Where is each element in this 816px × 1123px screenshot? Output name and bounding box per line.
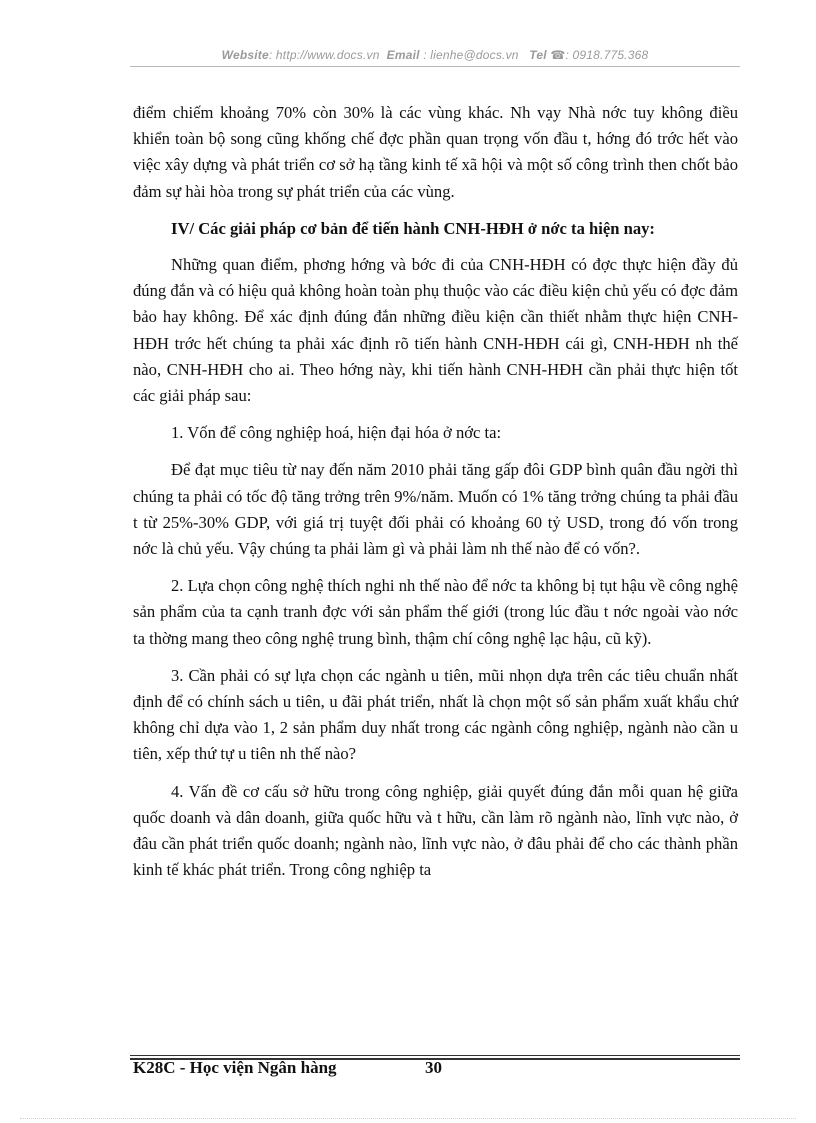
website-label: Website [221,48,269,62]
paragraph-6: 3. Cần phải có sự lựa chọn các ngành u tiên, mũi nhọn dựa trên các tiêu chuẩn nhất định để có chính sách u tiên, u đãi phát triển, nhất là chọn một số sản phẩm xuất khẩu chứ không chỉ dựa vào 1, 2 sản phẩm duy nhất trong các ngành công nghiệp, ngành nào cần u tiên, xếp thứ tự u tiên nh thế nào? [133,665,738,764]
page-footer [133,1058,442,1078]
page-number: 30 [425,1058,442,1077]
page-bottom-border [20,1118,796,1119]
tel-label: Tel [529,48,547,62]
paragraph-7: 4. Vấn đề cơ cấu sở hữu trong công nghiệp, giải quyết đúng đắn mỗi quan hệ giữa quốc doanh và dân doanh, giữa quốc hữu và t hữu, cần làm rõ ngành nào, lĩnh vực nào, ở đâu cần phát triển quốc doanh; ngành nào, lĩnh vực nào, ở đâu phải để cho các thành phần kinh tế khác phát triển. Trong công nghiệp ta [133,781,738,880]
phone-icon: ☎ [550,48,566,62]
paragraph-2: Những quan điểm, phơng hớng và bớc đi của CNH-HĐH có đợc thực hiện đầy đủ đúng đắn và có hiệu quả không hoàn toàn phụ thuộc vào các điều kiện chủ yếu có đợc đảm bảo hay không. Để xác định đúng đắn những điều kiện cần thiết nhằm thực hiện CNH-HĐH trớc hết chúng ta phải xác định rõ tiến hành CNH-HĐH cái gì, CNH-HĐH nh thế nào, CNH-HĐH cho ai. Theo hớng này, khi tiến hành CNH-HĐH cần phải thực hiện tốt các giải pháp sau: [133,255,738,406]
paragraph-5: 2. Lựa chọn công nghệ thích nghi nh thế nào để nớc ta không bị tụt hậu về công nghệ sản phẩm của ta cạnh tranh đợc với sản phẩm thế giới (trong lúc đầu t nớc ngoài vào nớc ta thờng mang theo công nghệ trung bình, thậm chí công nghệ lạc hậu, cũ kỹ). [133,576,738,648]
document-body [133,100,738,894]
footer-divider-thin [130,1055,740,1056]
footer-label: K28C - Học viện Ngân hàng [133,1058,337,1077]
page-header [130,48,740,62]
tel-value: : 0918.775.368 [565,48,649,62]
website-value: : http://www.docs.vn [268,48,380,62]
section-heading: IV/ Các giải pháp cơ bản để tiến hành CNH-HĐH ở nớc ta hiện nay: [171,218,655,238]
paragraph-1: điểm chiếm khoảng 70% còn 30% là các vùng khác. Nh vạy Nhà nớc tuy không điều khiển toàn bộ song cũng khống chế đợc phần quan trọng vốn đầu t, hớng đó trớc hết vào việc xây dựng và phát triển cơ sở hạ tầng kinh tế xã hội và một số công trình then chốt bảo đảm sự hài hòa trong sự phát triển của các vùng. [133,103,738,201]
header-divider [130,66,740,67]
email-value: : lienhe@docs.vn [423,48,519,62]
paragraph-4: Để đạt mục tiêu từ nay đến năm 2010 phải tăng gấp đôi GDP bình quân đầu ngời thì chúng ta phải có tốc độ tăng trởng trên 9%/năm. Muốn có 1% tăng trởng chúng ta phải đầu t từ 25%-30% GDP, với giá trị tuyệt đối phải có khoảng 60 tỷ USD, trong đó vốn trong nớc là chủ yếu. Vậy chúng ta phải làm gì và phải làm nh thế nào để có vốn?. [133,460,738,559]
paragraph-3: 1. Vốn để công nghiệp hoá, hiện đại hóa ở nớc ta: [171,423,502,443]
email-label: Email [386,48,420,62]
